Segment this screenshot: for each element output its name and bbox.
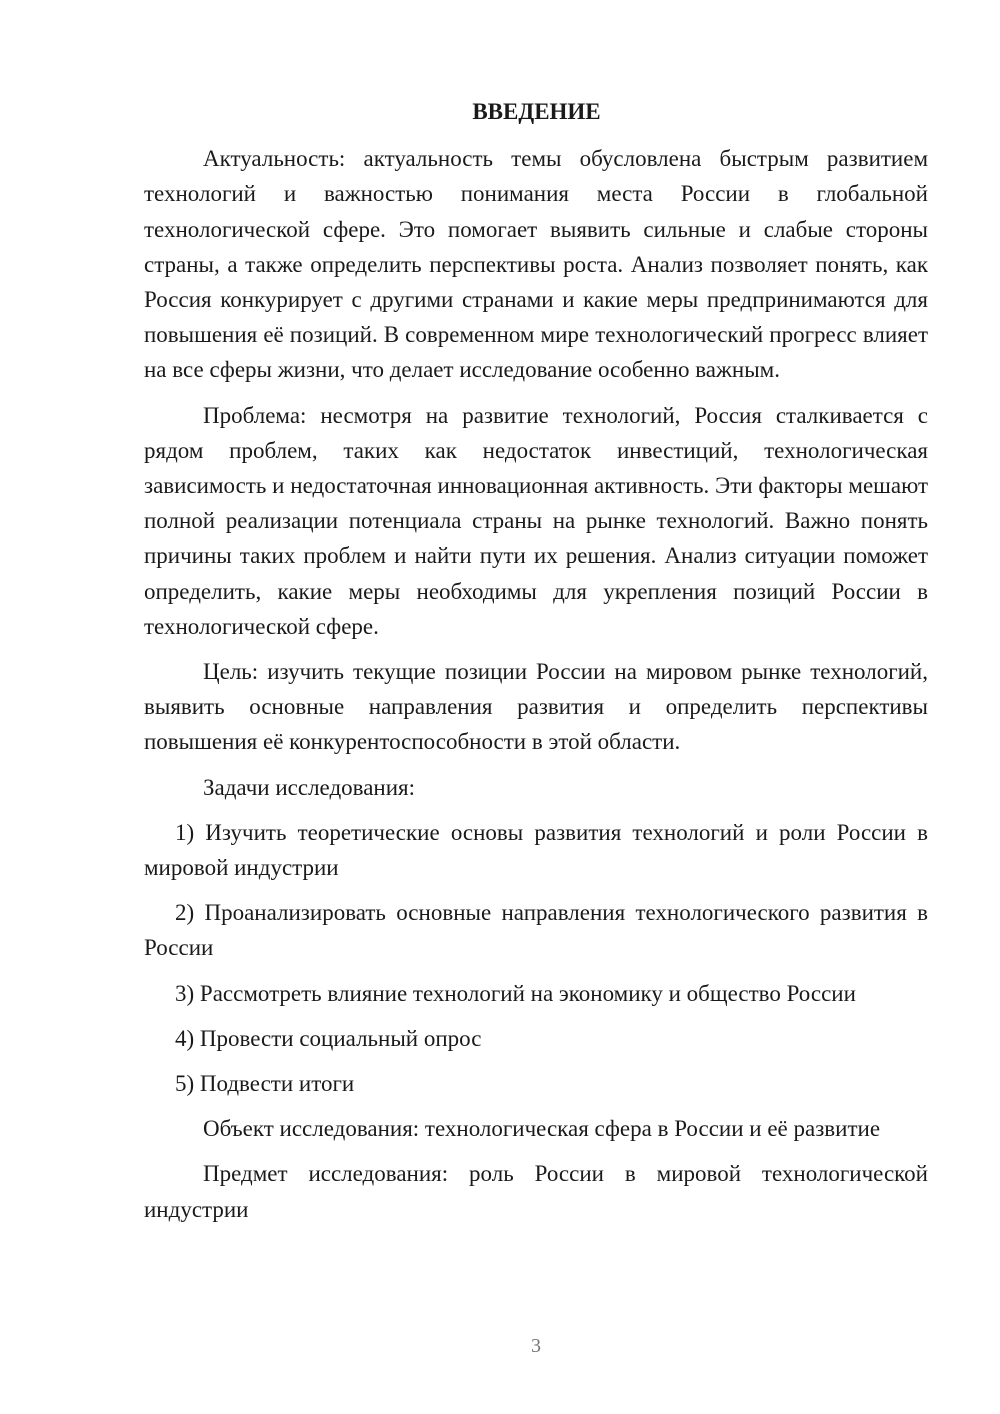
paragraph-relevance: Актуальность: актуальность темы обусловлена быстрым развитием технологий и важностью понимания места России в глобальной технологической сфере. Это помогает выявить сильные и слабые стороны страны, а также определить перспективы роста. Анализ позволяет понять, как Россия конкурирует с другими странами и какие меры предпринимаются для повышения её позиций. В современном мире технологический прогресс влияет на все сферы жизни, что делает исследование особенно важным.: [144, 146, 928, 383]
page-number: 3: [531, 1335, 541, 1357]
task-item-4: 4) Провести социальный опрос: [175, 1025, 482, 1051]
task-item-3: 3) Рассмотреть влияние технологий на экономику и общество России: [175, 980, 856, 1006]
task-item-2: 2) Проанализировать основные направления технологического развития в России: [144, 900, 928, 961]
document-body: [144, 94, 928, 1237]
research-object: Объект исследования: технологическая сфера в России и её развитие: [203, 1116, 881, 1142]
task-item-5: 5) Подвести итоги: [175, 1071, 355, 1097]
paragraph-problem: Проблема: несмотря на развитие технологий, Россия сталкивается с рядом проблем, таких как недостаток инвестиций, технологическая зависимость и недостаточная инновационная активность. Эти факторы мешают полной реализации потенциала страны на рынке технологий. Важно понять причины таких проблем и найти пути их решения. Анализ ситуации поможет определить, какие меры необходимы для укрепления позиций России в технологической сфере.: [144, 402, 928, 639]
research-subject: Предмет исследования: роль России в мировой технологической индустрии: [144, 1161, 928, 1222]
paragraph-goal: Цель: изучить текущие позиции России на мировом рынке технологий, выявить основные направления развития и определить перспективы повышения её конкурентоспособности в этой области.: [144, 659, 928, 755]
tasks-heading: Задачи исследования:: [203, 774, 416, 800]
section-title: ВВЕДЕНИЕ: [472, 99, 601, 124]
task-item-1: 1) Изучить теоретические основы развития технологий и роли России в мировой индустрии: [144, 819, 928, 881]
